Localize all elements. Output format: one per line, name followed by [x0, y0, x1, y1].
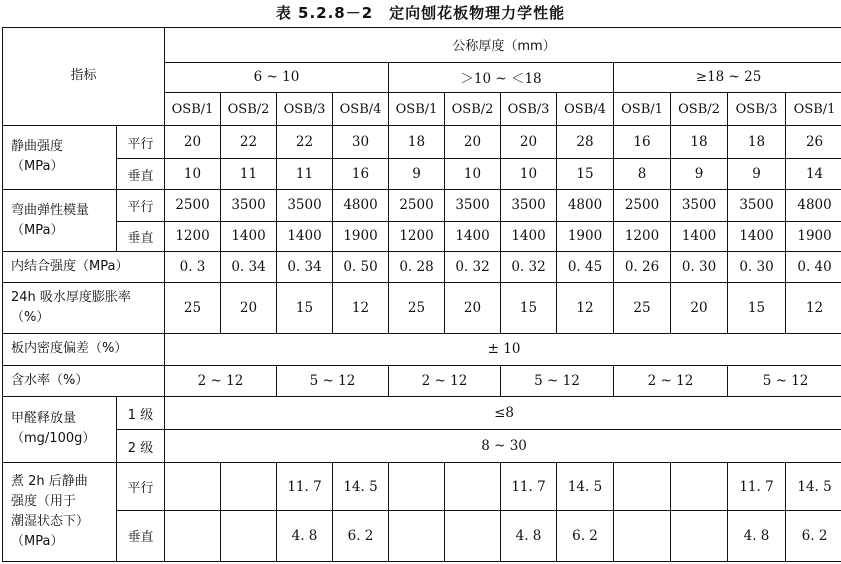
table-cell: 25 — [389, 282, 445, 333]
table-cell: 0. 34 — [277, 252, 333, 283]
table-cell: 3500 — [671, 190, 728, 222]
table-cell: 16 — [333, 159, 389, 190]
table-cell: 4800 — [786, 190, 841, 222]
density-deviation-label: 板内密度偏差（%） — [3, 333, 165, 366]
direction-label: 平行 — [117, 125, 165, 159]
table-cell: 18 — [728, 125, 786, 159]
table-cell: 20 — [165, 125, 221, 159]
table-cell: 20 — [671, 282, 728, 333]
grade-label: 1 级 — [117, 396, 165, 430]
table-cell: 2 ~ 12 — [614, 366, 728, 397]
table-cell: 4800 — [557, 190, 614, 222]
table-cell: 26 — [786, 125, 841, 159]
table-cell: 0. 28 — [389, 252, 445, 283]
table-cell: 20 — [445, 125, 501, 159]
table-cell: 20 — [501, 125, 557, 159]
table-cell: 1400 — [445, 221, 501, 252]
grade-header: OSB/1 — [165, 93, 221, 126]
internal-bond-label: 内结合强度（MPa） — [3, 252, 165, 283]
table-cell — [165, 510, 221, 561]
table-cell: 20 — [221, 282, 277, 333]
thickness-range-header: ≥18 ~ 25 — [614, 62, 841, 93]
table-cell: 18 — [671, 125, 728, 159]
table-cell: 6. 2 — [786, 510, 841, 561]
table-cell: 1200 — [389, 221, 445, 252]
table-cell: 9 — [671, 159, 728, 190]
moisture-label: 含水率（%） — [3, 366, 165, 397]
table-cell: 25 — [165, 282, 221, 333]
table-cell: 0. 45 — [557, 252, 614, 283]
table-cell: 5 ~ 12 — [501, 366, 614, 397]
formaldehyde-label: 甲醛释放量 （mg/100g） — [3, 396, 117, 462]
table-cell: 0. 30 — [728, 252, 786, 283]
grade-header: OSB/3 — [728, 93, 786, 126]
table-cell: 11. 7 — [501, 463, 557, 511]
table-cell: 1900 — [557, 221, 614, 252]
nominal-thickness-header: 公称厚度（mm） — [165, 28, 841, 63]
table-cell: 0. 50 — [333, 252, 389, 283]
table-cell: 30 — [333, 125, 389, 159]
table-cell: 4. 8 — [501, 510, 557, 561]
table-cell: 8 ~ 30 — [165, 430, 841, 463]
table-cell — [221, 463, 277, 511]
table-cell: 14 — [786, 159, 841, 190]
table-cell: 0. 34 — [221, 252, 277, 283]
grade-header: OSB/2 — [671, 93, 728, 126]
static-strength-label: 静曲强度 （MPa） — [3, 125, 117, 189]
table-cell: 25 — [614, 282, 671, 333]
table-cell: 22 — [221, 125, 277, 159]
table-cell: 1900 — [786, 221, 841, 252]
table-title: 表 5.2.8－2 定向刨花板物理力学性能 — [275, 4, 566, 22]
table-cell: 9 — [728, 159, 786, 190]
table-cell: 10 — [165, 159, 221, 190]
grade-header: OSB/3 — [501, 93, 557, 126]
table-cell: 1200 — [165, 221, 221, 252]
direction-label: 垂直 — [117, 510, 165, 561]
table-cell — [445, 510, 501, 561]
table-cell: 15 — [557, 159, 614, 190]
table-cell: 3500 — [277, 190, 333, 222]
elastic-modulus-label: 弯曲弹性模量 （MPa） — [3, 190, 117, 252]
thickness-range-header: 6 ~ 10 — [165, 62, 389, 93]
table-cell — [165, 463, 221, 511]
table-cell — [221, 510, 277, 561]
table-cell: 3500 — [445, 190, 501, 222]
table-cell: 1400 — [221, 221, 277, 252]
table-cell: 1400 — [501, 221, 557, 252]
table-cell — [671, 463, 728, 511]
table-cell: 3500 — [728, 190, 786, 222]
table-cell: 1400 — [277, 221, 333, 252]
table-cell: 12 — [557, 282, 614, 333]
table-cell: 8 — [614, 159, 671, 190]
table-cell: 20 — [445, 282, 501, 333]
table-cell: 15 — [728, 282, 786, 333]
table-cell: 10 — [445, 159, 501, 190]
table-cell: 9 — [389, 159, 445, 190]
table-cell — [445, 463, 501, 511]
table-cell: 11. 7 — [728, 463, 786, 511]
table-cell: 0. 26 — [614, 252, 671, 283]
table-cell: 2 ~ 12 — [165, 366, 277, 397]
table-cell: 0. 32 — [445, 252, 501, 283]
table-cell: 11 — [221, 159, 277, 190]
grade-header: OSB/2 — [445, 93, 501, 126]
table-cell: 14. 5 — [786, 463, 841, 511]
thickness-range-header: ＞10 ~ ＜18 — [389, 62, 614, 93]
table-cell: 3500 — [501, 190, 557, 222]
table-cell — [671, 510, 728, 561]
table-cell: 22 — [277, 125, 333, 159]
table-cell — [614, 463, 671, 511]
swelling-label: 24h 吸水厚度膨胀率 （%） — [3, 282, 165, 333]
grade-header: OSB/2 — [221, 93, 277, 126]
properties-table — [2, 27, 841, 562]
table-cell: 4. 8 — [277, 510, 333, 561]
table-cell: 10 — [501, 159, 557, 190]
table-cell: 12 — [333, 282, 389, 333]
table-cell: 28 — [557, 125, 614, 159]
grade-header: OSB/4 — [557, 93, 614, 126]
grade-label: 2 级 — [117, 430, 165, 463]
table-cell: 1400 — [671, 221, 728, 252]
indicator-header: 指标 — [3, 28, 165, 126]
direction-label: 平行 — [117, 463, 165, 511]
table-cell: 11 — [277, 159, 333, 190]
table-cell: 4. 8 — [728, 510, 786, 561]
table-cell: 3500 — [221, 190, 277, 222]
table-cell: 0. 3 — [165, 252, 221, 283]
table-cell — [389, 463, 445, 511]
table-cell: 0. 30 — [671, 252, 728, 283]
grade-header: OSB/3 — [277, 93, 333, 126]
grade-header: OSB/1 — [389, 93, 445, 126]
table-cell: ≤8 — [165, 396, 841, 430]
direction-label: 平行 — [117, 190, 165, 222]
table-cell: 16 — [614, 125, 671, 159]
table-cell: 5 ~ 12 — [728, 366, 841, 397]
table-cell: 12 — [786, 282, 841, 333]
table-cell: 18 — [389, 125, 445, 159]
table-cell: 14. 5 — [333, 463, 389, 511]
table-cell: ± 10 — [165, 333, 841, 366]
direction-label: 垂直 — [117, 159, 165, 190]
table-cell: 15 — [277, 282, 333, 333]
table-cell — [614, 510, 671, 561]
grade-header: OSB/1 — [786, 93, 841, 126]
table-cell: 15 — [501, 282, 557, 333]
table-cell: 2500 — [165, 190, 221, 222]
table-cell: 6. 2 — [333, 510, 389, 561]
table-cell: 2 ~ 12 — [389, 366, 501, 397]
table-cell: 6. 2 — [557, 510, 614, 561]
table-cell — [389, 510, 445, 561]
direction-label: 垂直 — [117, 221, 165, 252]
table-cell: 11. 7 — [277, 463, 333, 511]
table-cell: 14. 5 — [557, 463, 614, 511]
table-cell: 1200 — [614, 221, 671, 252]
table-cell: 1900 — [333, 221, 389, 252]
boiled-strength-label: 煮 2h 后静曲 强度（用于 潮湿状态下） （MPa） — [3, 463, 117, 562]
grade-header: OSB/1 — [614, 93, 671, 126]
table-cell: 0. 32 — [501, 252, 557, 283]
table-cell: 1400 — [728, 221, 786, 252]
grade-header: OSB/4 — [333, 93, 389, 126]
table-cell: 0. 40 — [786, 252, 841, 283]
table-cell: 2500 — [614, 190, 671, 222]
table-cell: 4800 — [333, 190, 389, 222]
table-cell: 2500 — [389, 190, 445, 222]
table-cell: 5 ~ 12 — [277, 366, 389, 397]
